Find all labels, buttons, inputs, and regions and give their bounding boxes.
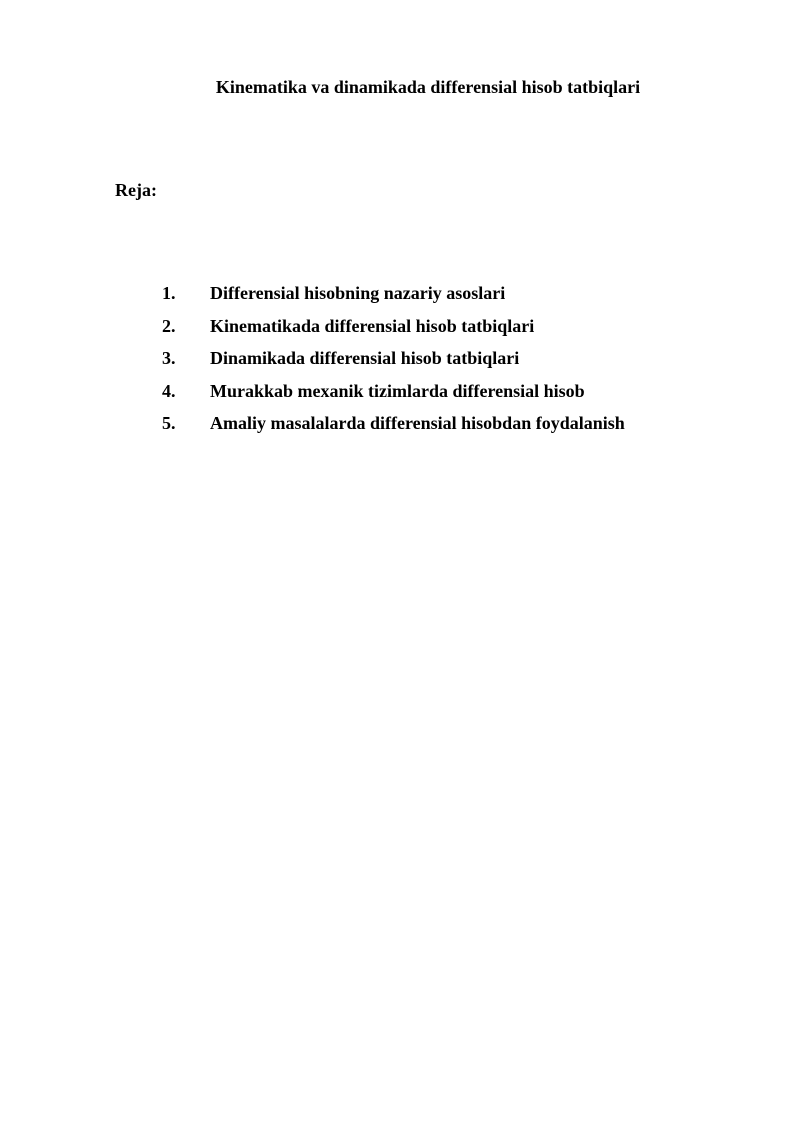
plan-item-number: 1.	[162, 283, 176, 303]
plan-item-number: 3.	[162, 348, 176, 368]
plan-list	[162, 281, 625, 444]
plan-item	[162, 379, 625, 412]
plan-item-text: Amaliy masalalarda differensial hisobdan foydalanish	[210, 413, 625, 433]
plan-item-text: Murakkab mexanik tizimlarda differensial hisob	[210, 380, 585, 401]
document-title: Kinematika va dinamikada differensial hisob tatbiqlari	[215, 77, 641, 97]
plan-item	[162, 411, 625, 444]
plan-item	[162, 346, 625, 379]
plan-item-text: Kinematikada differensial hisob tatbiqlari	[210, 315, 535, 336]
plan-item	[162, 314, 625, 347]
plan-item-text: Dinamikada differensial hisob tatbiqlari	[210, 348, 520, 368]
plan-item-number: 4.	[162, 380, 176, 401]
plan-item-text: Differensial hisobning nazariy asoslari	[210, 283, 506, 303]
plan-heading: Reja:	[115, 180, 157, 200]
plan-item	[162, 281, 625, 314]
plan-item-number: 2.	[162, 315, 176, 336]
plan-item-number: 5.	[162, 413, 176, 433]
